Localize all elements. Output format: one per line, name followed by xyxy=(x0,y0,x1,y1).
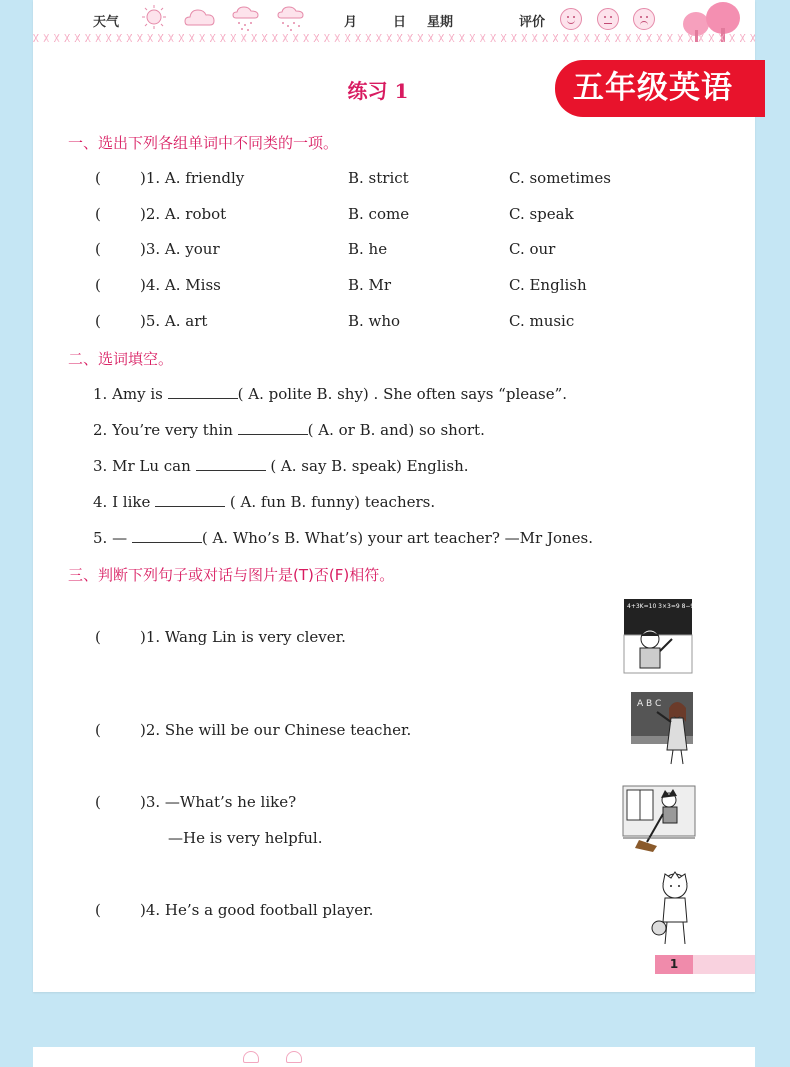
cloud-icon xyxy=(183,3,217,31)
p1-q1-option-c: C. sometimes xyxy=(509,169,611,187)
blackboard-math-text: 4+3K=10 3×3=9 8−9+1 xyxy=(627,603,704,610)
p3-q2-sentence: )2. She will be our Chinese teacher. xyxy=(140,721,412,739)
p2-q2-choices: ( A. or B. and) so short. xyxy=(307,421,485,439)
snow-cloud-icon xyxy=(276,3,306,33)
sad-face-icon[interactable] xyxy=(633,8,655,30)
p1-q4-option-c: C. English xyxy=(509,276,587,294)
p2-q1-blank[interactable] xyxy=(168,384,238,399)
p1-q2-option-b: B. come xyxy=(348,205,410,223)
p3-q4-sentence: )4. He’s a good football player. xyxy=(140,901,374,919)
week-label: 星期 xyxy=(427,15,454,30)
p2-q4-stem: 4. I like xyxy=(93,493,156,511)
p3-q3-question: )3. —What’s he like? xyxy=(140,793,297,811)
fill-blank-question xyxy=(93,456,469,475)
p1-q1-option-b: B. strict xyxy=(348,169,409,187)
section-2-heading: 二、选词填空。 xyxy=(68,350,174,368)
answer-paren-3-1[interactable]: ( xyxy=(95,628,101,646)
rating-label: 评价 xyxy=(519,15,546,30)
next-page-edge xyxy=(33,1047,755,1067)
fill-blank-question xyxy=(93,492,435,511)
p3-q3-answer: —He is very helpful. xyxy=(168,829,323,847)
worksheet-page xyxy=(33,0,755,992)
p1-q5-option-c: C. music xyxy=(509,312,575,330)
p1-q3-option-a: )3. A. your xyxy=(140,240,220,258)
cloud-icon xyxy=(286,1051,302,1063)
neutral-face-icon[interactable] xyxy=(597,8,619,30)
grade-subject-badge: 五年级英语 xyxy=(555,60,765,117)
teacher-at-board-picture xyxy=(631,692,695,766)
p2-q4-blank[interactable] xyxy=(155,492,225,507)
p1-q5-option-a: )5. A. art xyxy=(140,312,208,330)
boy-at-blackboard-picture xyxy=(624,599,704,673)
day-label: 日 xyxy=(393,15,407,30)
boy-with-basketball-picture xyxy=(645,870,699,948)
answer-paren-3-4[interactable]: ( xyxy=(95,901,101,919)
p1-q5-option-b: B. who xyxy=(348,312,401,330)
fill-blank-question xyxy=(93,420,485,439)
weather-label: 天气 xyxy=(93,15,120,30)
p1-q4-option-a: )4. A. Miss xyxy=(140,276,221,294)
answer-paren-1-1[interactable]: ( xyxy=(95,169,101,187)
boy-sweeping-picture xyxy=(623,786,695,852)
answer-paren-3-3[interactable]: ( xyxy=(95,793,101,811)
page-number-bar xyxy=(655,955,755,974)
answer-paren-1-2[interactable]: ( xyxy=(95,205,101,223)
answer-paren-1-5[interactable]: ( xyxy=(95,312,101,330)
section-3-heading: 三、判断下列句子或对话与图片是(T)否(F)相符。 xyxy=(68,566,395,584)
rain-cloud-icon xyxy=(231,3,261,33)
answer-paren-1-3[interactable]: ( xyxy=(95,240,101,258)
p1-q4-option-b: B. Mr xyxy=(348,276,392,294)
answer-paren-1-4[interactable]: ( xyxy=(95,276,101,294)
p2-q1-choices: ( A. polite B. shy) . She often says “please”. xyxy=(237,385,568,403)
p2-q3-choices: ( A. say B. speak) English. xyxy=(265,457,469,475)
p2-q5-stem: 5. — xyxy=(93,529,132,547)
p2-q2-blank[interactable] xyxy=(238,420,308,435)
sun-icon xyxy=(139,3,169,31)
p3-q1-sentence: )1. Wang Lin is very clever. xyxy=(140,628,346,646)
fill-blank-question xyxy=(93,528,593,547)
answer-paren-3-2[interactable]: ( xyxy=(95,721,101,739)
p1-q1-option-a: )1. A. friendly xyxy=(140,169,245,187)
p2-q3-blank[interactable] xyxy=(196,456,266,471)
p2-q4-choices: ( A. fun B. funny) teachers. xyxy=(225,493,436,511)
p2-q1-stem: 1. Amy is xyxy=(93,385,168,403)
p1-q2-option-a: )2. A. robot xyxy=(140,205,227,223)
exercise-title: 练习 1 xyxy=(347,79,409,103)
month-label: 月 xyxy=(344,15,358,30)
pink-grass-border xyxy=(33,34,755,42)
p1-q3-option-b: B. he xyxy=(348,240,388,258)
smiley-face-icon[interactable] xyxy=(560,8,582,30)
p1-q2-option-c: C. speak xyxy=(509,205,574,223)
section-1-heading: 一、选出下列各组单词中不同类的一项。 xyxy=(68,134,339,152)
header-strip xyxy=(33,0,755,40)
p2-q2-stem: 2. You’re very thin xyxy=(93,421,238,439)
page-number: 1 xyxy=(655,955,693,974)
fill-blank-question xyxy=(93,384,567,403)
board-letters-text: A B C xyxy=(637,699,662,709)
cloud-icon xyxy=(243,1051,259,1063)
p2-q5-choices: ( A. Who’s B. What’s) your art teacher? —Mr Jones. xyxy=(201,529,594,547)
p1-q3-option-c: C. our xyxy=(509,240,556,258)
p2-q3-stem: 3. Mr Lu can xyxy=(93,457,196,475)
p2-q5-blank[interactable] xyxy=(132,528,202,543)
